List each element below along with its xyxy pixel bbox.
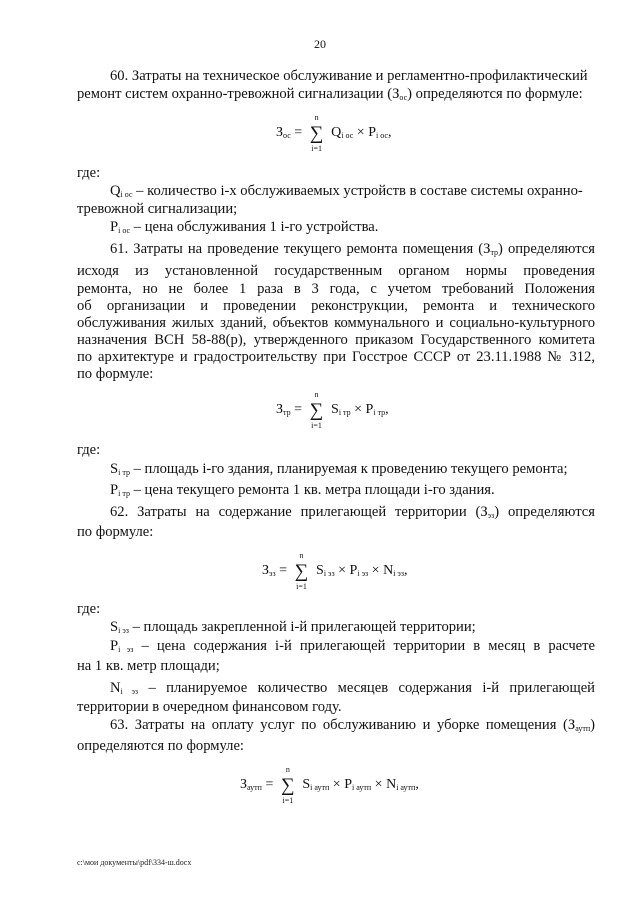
p61-line5: обслуживания жилых зданий, объектов коммунального и социально-культурного — [77, 315, 595, 331]
formula-63: $З_{аутп}$ = ∑ n i=1 $S_{i аутп} \times P_{i аутп} \times N_{i аутп}$, — [240, 765, 419, 805]
p62-where: где: — [77, 601, 101, 617]
p61-def-p: $P_{i тр}$ – цена текущего ремонта 1 кв. метра площади i-го здания. — [110, 482, 495, 498]
p61-line2: исходя из установленной государственным органом нормы проведения — [77, 263, 595, 279]
p60-def-p: $P_{i ос}$ – цена обслуживания 1 i-го устройства. — [110, 219, 379, 235]
p62-line2: по формуле: — [77, 524, 154, 540]
sum-symbol: ∑ n i=1 — [309, 390, 324, 430]
p62-def-n-cont: территории в очередном финансовом году. — [77, 699, 342, 715]
p60-where: где: — [77, 165, 101, 181]
formula-61: $З_{тр}$ = ∑ n i=1 $S_{i тр} \times P_{i тр}$, — [276, 390, 389, 430]
p61-line1: 61. Затраты на проведение текущего ремонта помещения $(З_{тр})$ определяются — [110, 241, 595, 257]
page-number: 20 — [314, 37, 326, 51]
p63-line2: определяются по формуле: — [77, 738, 244, 754]
p62-line1: 62. Затраты на содержание прилегающей территории $(З_{эз})$ определяются — [110, 504, 595, 520]
p62-def-n: $N_{i эз}$ – планируемое количество месяцев содержания i-й прилегающей — [110, 680, 595, 696]
p60-line2: ремонт систем охранно-тревожной сигнализации $(З_{ос})$ определяются по формуле: — [77, 86, 583, 102]
p61-line6: назначения ВСН 58-88(р), утвержденного приказом Государственного комитета — [77, 332, 595, 348]
p61-line8: по формуле: — [77, 366, 154, 382]
p61-line7: по архитектуре и градостроительству при Госстрое СССР от 23.11.1988 № 312, — [77, 349, 595, 365]
sum-symbol: ∑ n i=1 — [281, 765, 295, 805]
formula-60: $З_{ос}$ = ∑ n i=1 $Q_{i ос} \times P_{i ос}$, — [276, 113, 392, 153]
formula-62: $З_{эз}$ = ∑ n i=1 $S_{i эз} \times P_{i эз} \times N_{i эз}$, — [262, 551, 408, 591]
p62-def-s: $S_{i эз}$ – площадь закрепленной i-й прилегающей территории; — [110, 619, 476, 635]
p60-line1: 60. Затраты на техническое обслуживание и регламентно-профилактический — [110, 68, 588, 84]
p61-line3: ремонта, но не более 1 раза в 3 года, с учетом требований Положения — [77, 281, 595, 297]
p61-def-s: $S_{i тр}$ – площадь i-го здания, планируемая к проведению текущего ремонта; — [110, 461, 568, 477]
p61-line4: об организации и проведении реконструкции, ремонта и технического — [77, 298, 595, 314]
p60-def-q-cont: тревожной сигнализации; — [77, 201, 238, 217]
p60-def-q: $Q_{i ос}$ – количество i-х обслуживаемых устройств в составе системы охранно- — [110, 183, 583, 199]
sum-symbol: ∑ n i=1 — [294, 551, 309, 591]
p62-def-p-cont: на 1 кв. метр площади; — [77, 658, 220, 674]
p62-def-p: $P_{i эз}$ – цена содержания i-й прилегающей территории в месяц в расчете — [110, 638, 595, 654]
p61-where: где: — [77, 442, 101, 458]
footer-file-path: c:\мои документы\pdf\334-ш.docx — [77, 858, 192, 867]
sum-symbol: ∑ n i=1 — [309, 113, 324, 153]
p63-line1: 63. Затраты на оплату услуг по обслуживанию и уборке помещения $(З_{аутп})$ — [110, 717, 595, 733]
